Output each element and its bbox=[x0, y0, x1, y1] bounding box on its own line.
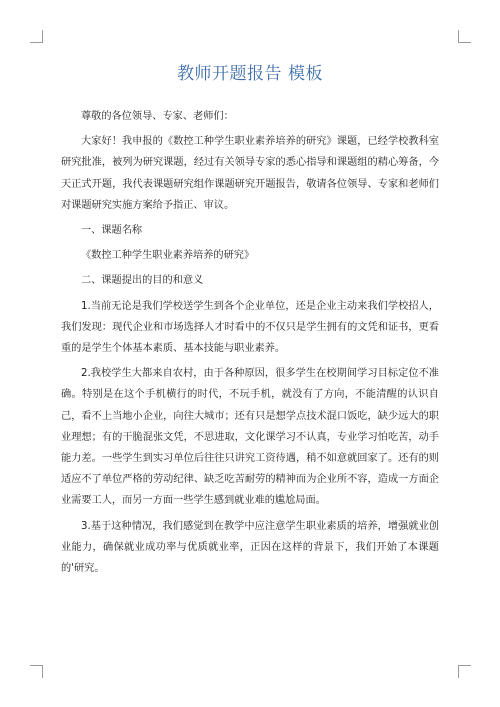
paragraph-intro: 大家好！我申报的《数控工种学生职业素养培养的研究》课题，已经学校教科室研究批准，被列为研究课题，经过有关领导专家的悉心指导和课题组的精心筹备，今天正式开题，我代表课题研究组作课题研究开题报告，敬请各位领导、专家和老师们对课题研究实施方案给予指正、审议。 bbox=[61, 136, 439, 211]
crop-mark-bottom-right bbox=[458, 665, 471, 678]
salutation: 尊敬的各位领导、专家、老师们： bbox=[81, 111, 234, 122]
section-heading-1: 一、课题名称 bbox=[81, 225, 143, 237]
topic-name: 《数控工种学生职业素养培养的研究》 bbox=[81, 250, 255, 262]
section-heading-2: 二、课题提出的目的和意义 bbox=[81, 275, 204, 287]
paragraph-point-3: 3.基于这种情况，我们感觉到在教学中应注意学生职业素质的培养，增强就业创业能力，确保就业成功率与优质就业率，正因在这样的背景下，我们开始了本课题的'研究。 bbox=[61, 520, 439, 575]
document-title: 教师开题报告 模板 bbox=[177, 64, 323, 84]
paragraph-point-1: 1.当前无论是我们学校送学生到各个企业单位，还是企业主动来我们学校招人，我们发现：现代企业和市场选择人才时看中的不仅只是学生拥有的文凭和证书，更看重的是学生个体基本素质、基本技能与职业素养。 bbox=[61, 300, 439, 355]
document-body bbox=[61, 106, 439, 583]
crop-mark-top-right bbox=[458, 30, 471, 43]
paragraph-point-2: 2.我校学生大都来自农村，由于各种原因，很多学生在校期间学习目标定位不准确。特别是在这个手机横行的时代，不玩手机，就没有了方向，不能清醒的认识自己，看不上当地小企业，向往大城市；还有只是想学点技术混口饭吃，缺少远大的职业理想；有的干脆混张文凭，不思进取，文化课学习不认真，专业学习怕吃苦，动手能力差。一些学生到实习单位后往往只讲究工资待遇，稍不如意就回家了。还有的则适应不了单位严格的劳动纪律、缺乏吃苦耐劳的精神而为企业所不容，造成一方面企业需要工人，而另一方面一些学生感到就业难的尴尬局面。 bbox=[61, 368, 439, 507]
crop-mark-top-left bbox=[30, 30, 43, 43]
crop-mark-bottom-left bbox=[30, 665, 43, 678]
